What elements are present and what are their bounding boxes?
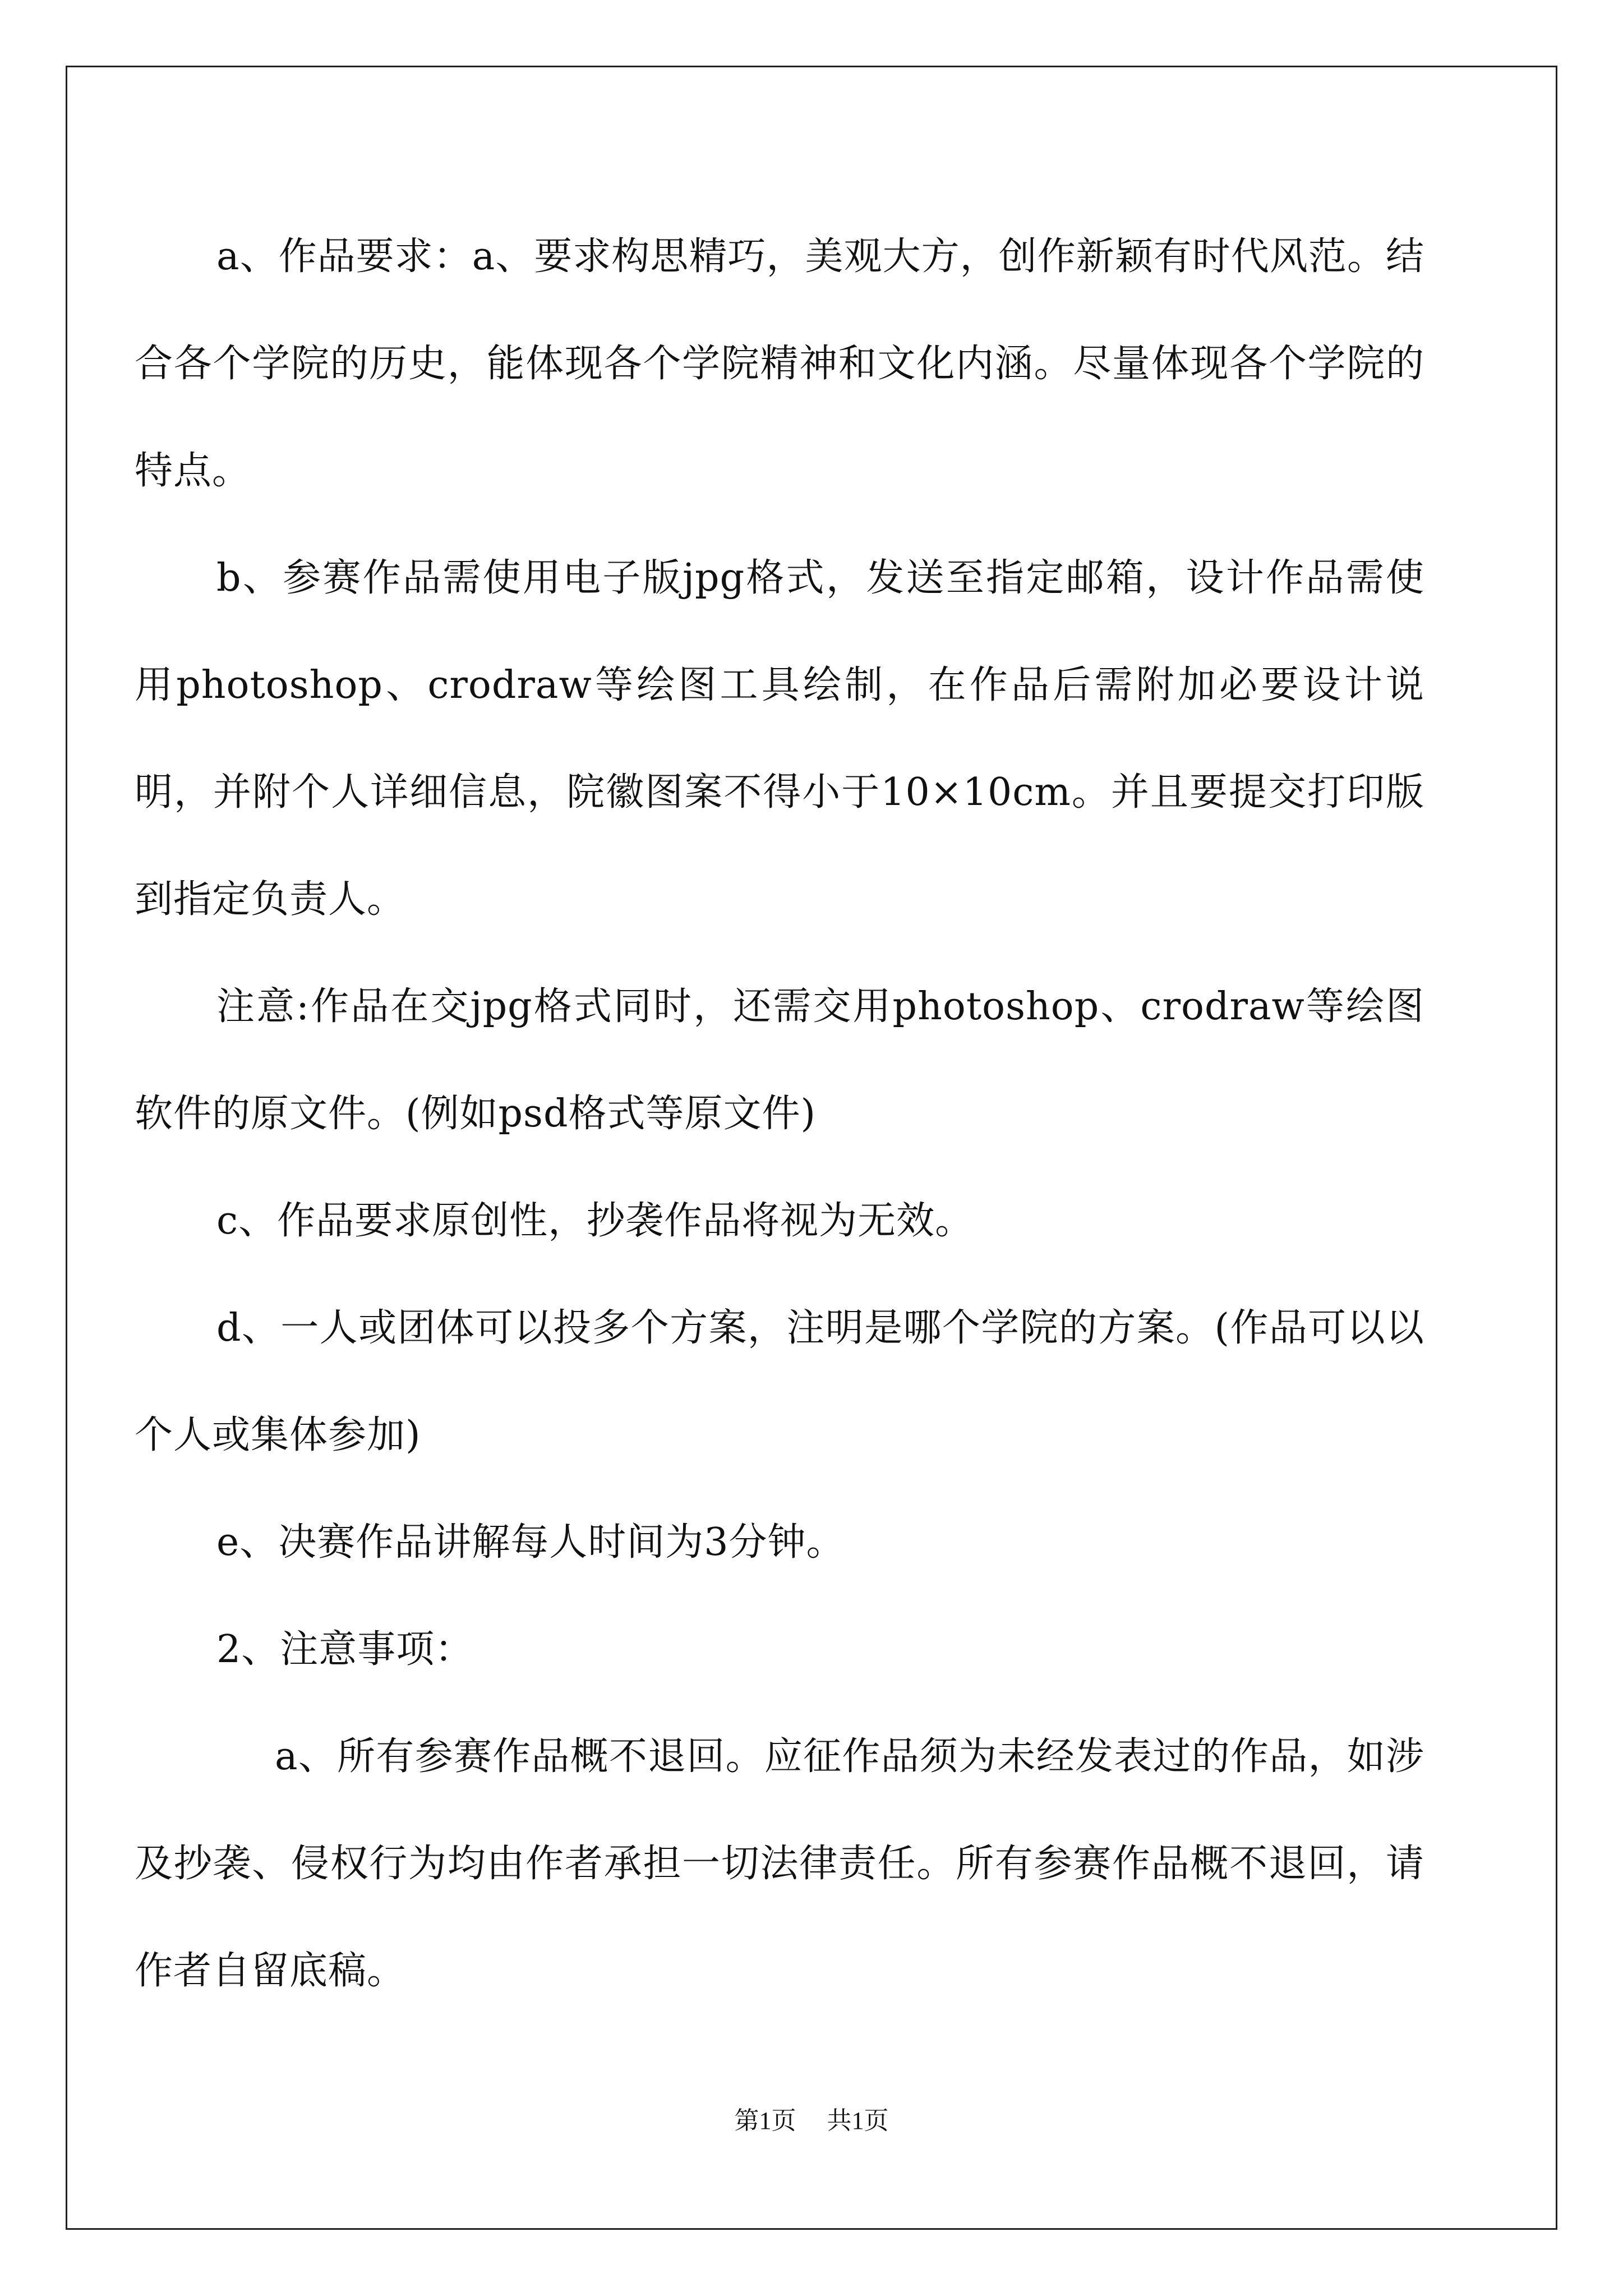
paragraph-note-source-files: 注意:作品在交jpg格式同时，还需交用photoshop、crodraw等绘图软件的原文件。(例如psd格式等原文件) — [135, 984, 1424, 1136]
page-footer — [0, 2100, 1623, 2136]
page-number-current: 第1页 — [734, 2107, 796, 2134]
paragraph-requirements: a、作品要求：a、要求构思精巧，美观大方，创作新颖有时代风范。结合各个学院的历史，能体现各个学院精神和文化内涵。尽量体现各个学院的特点。 — [135, 234, 1424, 493]
page-number-total: 共1页 — [827, 2107, 889, 2134]
document-body — [135, 203, 1424, 2024]
section-heading-notes: 2、注意事项： — [216, 1627, 474, 1672]
paragraph-no-return: a、所有参赛作品概不退回。应征作品须为未经发表过的作品，如涉及抄袭、侵权行为均由作者承担一切法律责任。所有参赛作品概不退回，请作者自留底稿。 — [135, 1734, 1424, 1993]
paragraph-multiple-entries: d、一人或团体可以投多个方案，注明是哪个学院的方案。(作品可以以个人或集体参加) — [135, 1306, 1424, 1457]
paragraph-submission-format: b、参赛作品需使用电子版jpg格式，发送至指定邮箱，设计作品需使用photoshop、crodraw等绘图工具绘制，在作品后需附加必要设计说明，并附个人详细信息，院徽图案不得小于10×10cm。并且要提交打印版到指定负责人。 — [135, 556, 1424, 922]
paragraph-originality: c、作品要求原创性，抄袭作品将视为无效。 — [216, 1199, 974, 1243]
paragraph-final-presentation: e、决赛作品讲解每人时间为3分钟。 — [216, 1520, 845, 1565]
